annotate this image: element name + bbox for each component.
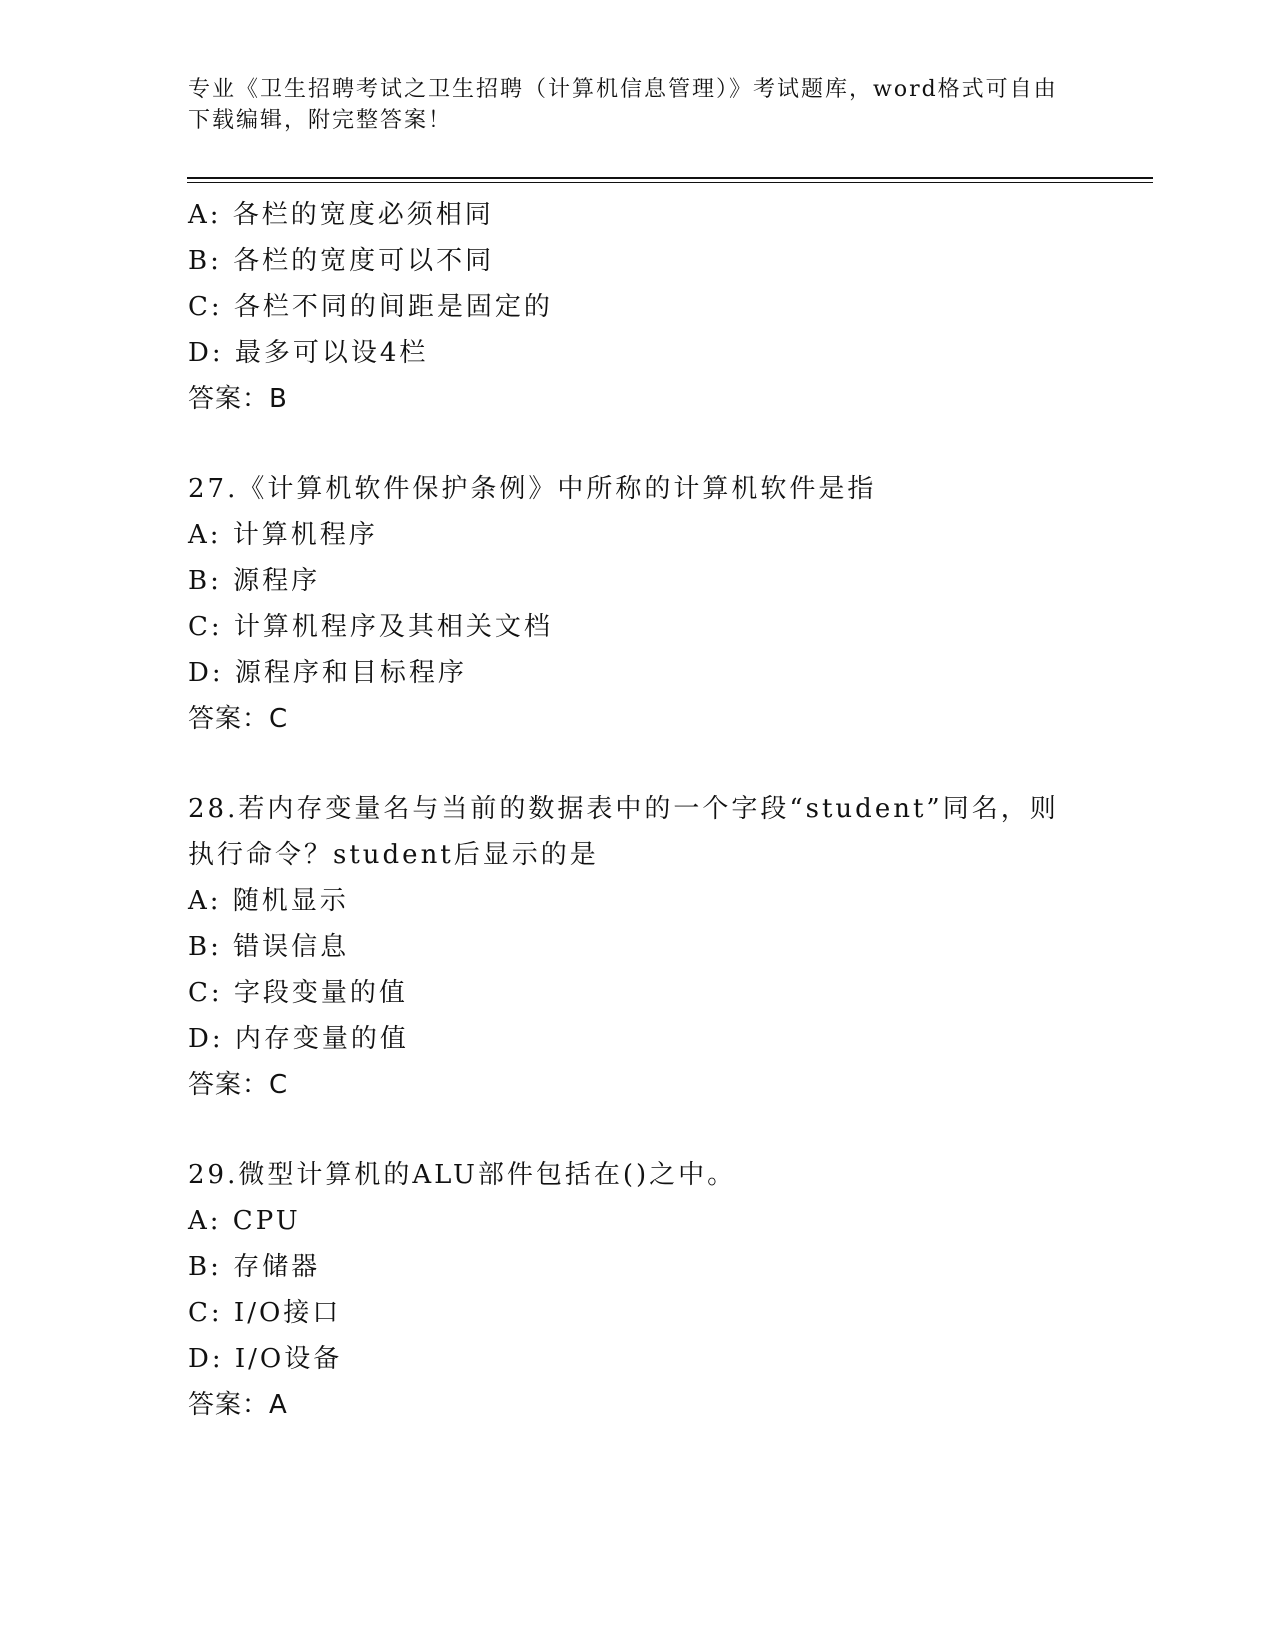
option-b: B: 各栏的宽度可以不同 <box>188 246 495 276</box>
option-b: B: 源程序 <box>188 566 321 596</box>
header-divider-thick <box>187 177 1153 179</box>
option-d: D: 源程序和目标程序 <box>188 658 467 688</box>
header-divider-thin <box>187 182 1153 183</box>
option-b: B: 存储器 <box>188 1252 321 1282</box>
answer-line: 答案：C <box>188 704 289 734</box>
question-stem: 29.微型计算机的ALU部件包括在()之中。 <box>188 1160 737 1190</box>
option-d: D: 最多可以设4栏 <box>188 338 429 368</box>
option-a: A: 各栏的宽度必须相同 <box>188 200 494 230</box>
option-c: C: I/O接口 <box>188 1298 342 1328</box>
question-stem: 28.若内存变量名与当前的数据表中的一个字段“student”同名，则执行命令？student后显示的是 <box>188 794 1059 870</box>
option-c: C: 字段变量的值 <box>188 978 408 1008</box>
option-d: D: I/O设备 <box>188 1344 343 1374</box>
option-c: C: 各栏不同的间距是固定的 <box>188 292 553 322</box>
option-a: A: CPU <box>188 1206 301 1236</box>
answer-line: 答案：C <box>188 1070 289 1100</box>
option-d: D: 内存变量的值 <box>188 1024 409 1054</box>
partial-question <box>188 192 1068 422</box>
question-stem: 27.《计算机软件保护条例》中所称的计算机软件是指 <box>188 474 877 504</box>
answer-line: 答案：B <box>188 384 288 414</box>
option-a: A: 随机显示 <box>188 886 349 916</box>
option-c: C: 计算机程序及其相关文档 <box>188 612 553 642</box>
question-29 <box>188 1152 1068 1428</box>
answer-line: 答案：A <box>188 1390 288 1420</box>
question-28 <box>188 786 1068 1108</box>
question-list <box>188 192 1068 1428</box>
option-a: A: 计算机程序 <box>188 520 378 550</box>
question-27 <box>188 466 1068 742</box>
option-b: B: 错误信息 <box>188 932 350 962</box>
document-header: 专业《卫生招聘考试之卫生招聘（计算机信息管理）》考试题库，word格式可自由下载编辑，附完整答案！ <box>188 77 1058 133</box>
